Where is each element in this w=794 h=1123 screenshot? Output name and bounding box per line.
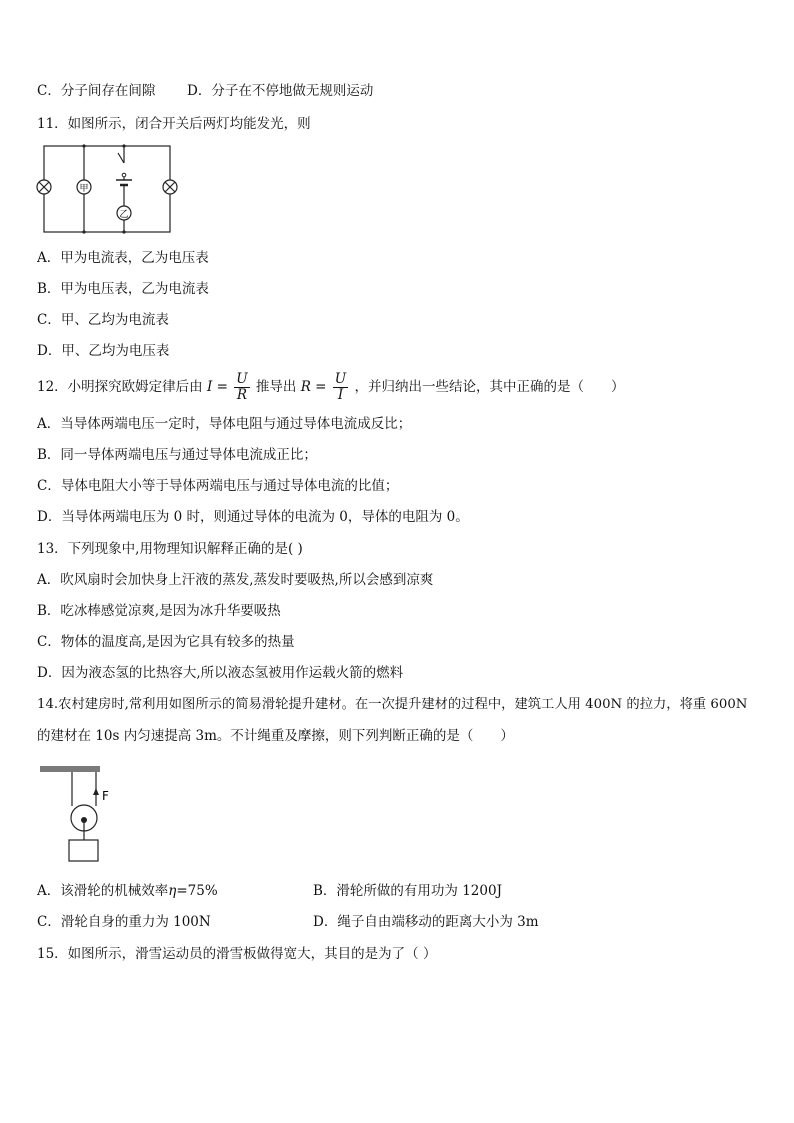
switch-blade (118, 153, 124, 163)
q13-stem: 13．下列现象中,用物理知识解释正确的是( ) (37, 541, 303, 557)
formula-i-lhs: I (206, 379, 213, 395)
q14-stem-line2: 的建材在 10s 内匀速提高 3m。不计绳重及摩擦，则下列判断正确的是（ ） (37, 728, 514, 744)
meter-jia-label: 甲 (79, 184, 89, 194)
q13-option-b: B．吃冰棒感觉凉爽,是因为冰升华要吸热 (37, 603, 281, 619)
formula-fraction-1 (234, 372, 249, 403)
q14-option-a (37, 882, 218, 900)
formula-r-lhs: R (300, 379, 311, 395)
force-arrow-icon (93, 788, 99, 795)
circuit-diagram (30, 135, 180, 235)
q13-option-d: D．因为液态氢的比热容大,所以液态氢被用作运载火箭的燃料 (37, 665, 404, 681)
formula-2-numerator: U (334, 371, 347, 387)
q12-middle: 推导出 (255, 379, 297, 395)
q12-option-a: A．当导体两端电压一定时，导体电阻与通过导体电流成反比； (37, 416, 412, 432)
q12-option-b: B．同一导体两端电压与通过导体电流成正比； (37, 447, 317, 463)
q12-option-d: D．当导体两端电压为 0 时，则通过导体的电流为 0，导体的电阻为 0。 (37, 509, 469, 525)
q11-stem: 11．如图所示，闭合开关后两灯均能发光，则 (37, 116, 311, 132)
q12-suffix: ，并归纳出一些结论，其中正确的是（ ） (354, 379, 625, 395)
force-label: F (102, 789, 109, 803)
q15-stem: 15．如图所示，滑雪运动员的滑雪板做得宽大，其目的是为了（ ） (37, 946, 437, 962)
q11-option-c: C．甲、乙均为电流表 (37, 312, 169, 328)
q12-option-c: C．导体电阻大小等于导体两端电压与通过导体电流的比值； (37, 478, 399, 494)
q11-option-d: D．甲、乙均为电压表 (37, 343, 170, 359)
q13-option-c: C．物体的温度高,是因为它具有较多的热量 (37, 634, 295, 650)
q10-option-c: C．分子间存在间隙 (37, 83, 156, 99)
q12-prefix: 12．小明探究欧姆定律后由 (37, 379, 203, 395)
formula-2-denominator: I (337, 387, 344, 403)
q14-option-d: D．绳子自由端移动的距离大小为 3m (313, 914, 539, 930)
q13-option-a: A．吹风扇时会加快身上汗液的蒸发,蒸发时要吸热,所以会感到凉爽 (37, 572, 434, 588)
formula-1-denominator: R (236, 387, 248, 403)
load-block (69, 840, 98, 861)
q14-option-a-text: A．该滑轮的机械效率 (37, 883, 169, 899)
q11-option-b: B．甲为电压表，乙为电流表 (37, 281, 209, 297)
circuit-outer-loop (44, 146, 170, 232)
q10-option-d: D．分子在不停地做无规则运动 (187, 83, 374, 99)
pulley-diagram (36, 762, 109, 870)
eta-symbol: η (168, 883, 177, 899)
q14-option-c: C．滑轮自身的重力为 100N (37, 914, 211, 930)
q14-option-b: B．滑轮所做的有用功为 1200J (313, 883, 502, 899)
meter-yi-label: 乙 (119, 210, 129, 220)
formula-fraction-2 (333, 372, 348, 403)
ceiling-beam (40, 766, 100, 772)
q14-option-a-value: =75% (176, 883, 218, 899)
formula-1-numerator: U (236, 371, 248, 387)
q14-stem-line1: 14.农村建房时,常利用如图所示的简易滑轮提升建材。在一次提升建材的过程中，建筑工人用 400N 的拉力，将重 600N (37, 697, 748, 712)
q11-option-a: A．甲为电流表，乙为电压表 (37, 250, 209, 266)
q12-stem: 12．小明探究欧姆定律后由 I = $\frac{U}{R}$ 推导出 R = $\frac{U}{I}$ ，并归纳出一些结论，其中正确的是（ ） (37, 371, 625, 403)
